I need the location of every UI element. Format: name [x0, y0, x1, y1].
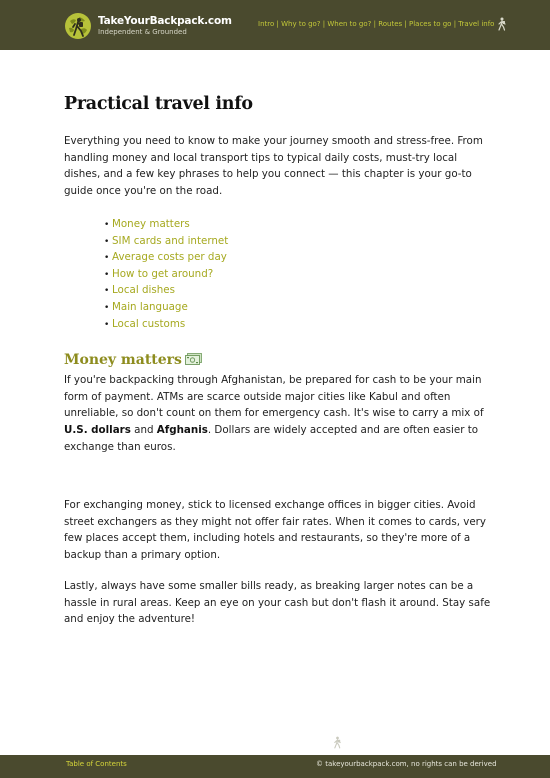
toc-link-average-costs[interactable]: Average costs per day [112, 251, 227, 264]
list-item [104, 316, 228, 333]
toc-link-local-customs[interactable]: Local customs [112, 317, 186, 330]
nav-travel-info[interactable]: Travel info [458, 20, 495, 28]
section-title-text: Money matters [64, 352, 182, 368]
bullet-icon: • [104, 220, 110, 230]
list-item [104, 216, 228, 233]
nav-separator: | [373, 20, 376, 28]
nav-separator: | [453, 20, 457, 28]
toc-link-getting-around[interactable]: How to get around? [112, 267, 214, 280]
page-title: Practical travel info [64, 94, 253, 114]
nav-separator: | [322, 20, 326, 28]
nav-routes[interactable]: Routes [378, 20, 403, 28]
bullet-icon: • [104, 253, 110, 264]
nav-when-to-go[interactable]: When to go? [327, 20, 372, 28]
list-item [104, 233, 228, 250]
money-paragraph-3: Lastly, always have some smaller bills ready, as breaking larger notes can be a hassle in rural areas. Keep an eye on your cash but don't flash it around. Stay safe and enjoy the adventure! [64, 580, 491, 626]
section-title-money-matters [64, 352, 202, 368]
toc-link-main-language[interactable]: Main language [112, 300, 188, 313]
list-item [104, 282, 228, 299]
list-item [104, 249, 228, 266]
toc-link-sim-cards[interactable]: SIM cards and internet [112, 234, 229, 247]
list-item [104, 266, 228, 283]
money-paragraph-1-part-a: If you're backpacking through Afghanistan, be prepared for cash to be your main form of payment. ATMs are scarce outside major cities like Kabul and often unreliable, so don't count on them for emergency cash. It's wise to carry a mix of [64, 374, 484, 420]
money-paragraph-1 [64, 372, 494, 456]
toc-link-local-dishes[interactable]: Local dishes [112, 284, 175, 297]
globe-hiker-logo-icon[interactable] [64, 12, 92, 40]
nav-why-to-go[interactable]: Why to go? [281, 20, 321, 28]
intro-paragraph: Everything you need to know to make your journey smooth and stress-free. From handling money and local transport tips to typical daily costs, must-try local dishes, and a few key phrases to help you connect — this chapter is your go-to guide once you're on the road. [64, 135, 483, 198]
table-of-contents-link[interactable]: Table of Contents [66, 760, 127, 768]
usd-highlight: U.S. dollars [64, 424, 131, 437]
money-paragraph-1-and: and [130, 424, 157, 437]
list-item [104, 299, 228, 316]
brand-name[interactable]: TakeYourBackpack.com [98, 15, 232, 27]
nav-places-to-go[interactable]: Places to go [409, 20, 452, 28]
chapter-contents-list [104, 216, 228, 332]
bullet-icon: • [104, 319, 110, 330]
money-paragraph-1-part-c: . Dollars are widely accepted and are often easier to exchange than euros. [64, 424, 479, 453]
hiker-icon [333, 736, 342, 749]
nav-separator: | [276, 20, 279, 28]
afghani-highlight: Afghanis [156, 424, 208, 437]
bullet-icon: • [104, 286, 110, 297]
bullet-icon: • [104, 269, 110, 280]
brand-tagline: Independent & Grounded [98, 28, 187, 36]
money-banknote-icon [185, 353, 202, 365]
hiker-icon [497, 17, 507, 31]
bullet-icon: • [104, 236, 110, 247]
nav-intro[interactable]: Intro [258, 20, 275, 28]
top-nav [258, 20, 494, 28]
toc-link-money-matters[interactable]: Money matters [112, 218, 190, 230]
money-paragraph-2: For exchanging money, stick to licensed exchange offices in bigger cities. Avoid street exchangers as they might not offer fair rates. When it comes to cards, very few places accept them, including hotels and restaurants, so they're more of a backup than a primary option. [64, 499, 487, 562]
copyright-notice: © takeyourbackpack.com, no rights can be derived [316, 760, 497, 768]
bullet-icon: • [104, 302, 110, 313]
nav-separator: | [404, 20, 407, 28]
